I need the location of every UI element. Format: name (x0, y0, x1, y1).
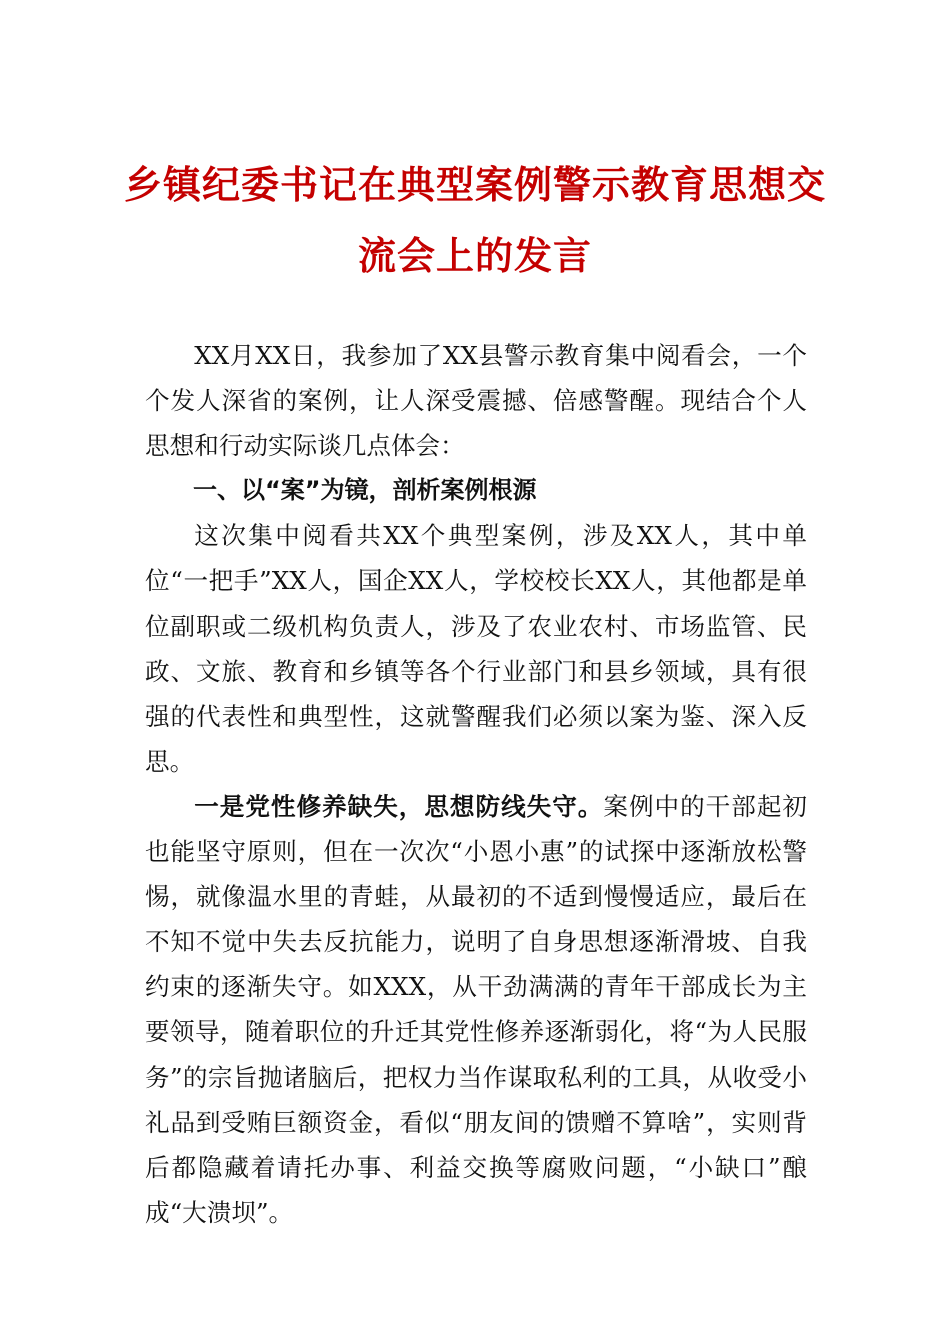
section-1-heading: 一、以“案”为镜，剖析案例根源 (193, 476, 537, 505)
section-1-paragraph-2-body: 案例中的干部起初也能坚守原则，但在一次次“小恩小惠”的试探中逐渐放松警惕，就像温水里的青蛙，从最初的不适到慢慢适应，最后在不知不觉中失去反抗能力，说明了自身思想逐渐滑坡、自我约束的逐渐失守。如XXX，从干劲满满的青年干部成长为主要领导，随着职位的升迁其党性修养逐渐弱化，将“为人民服务”的宗旨抛诸脑后，把权力当作谋取私利的工具，从收受小礼品到受贿巨额资金，看似“朋友间的馈赠不算啥”，实则背后都隐藏着请托办事、利益交换等腐败问题，“小缺口”酿成“大溃坝”。 (145, 791, 807, 1227)
section-1-paragraph-1: 这次集中阅看共XX个典型案例，涉及XX人，其中单位“一把手”XX人，国企XX人，学校校长XX人，其他都是单位副职或二级机构负责人，涉及了农业农村、市场监管、民政、文旅、教育和乡镇等各个行业部门和县乡领域，具有很强的代表性和典型性，这就警醒我们必须以案为鉴、深入反思。 (145, 521, 807, 776)
document-title-line-1: 乡镇纪委书记在典型案例警示教育思想交 (123, 162, 826, 207)
section-1-paragraph-2 (145, 784, 807, 1235)
document-title-line-2: 流会上的发言 (357, 233, 592, 278)
section-1-paragraph-2-lead: 一是党性修养缺失，思想防线失守。 (194, 791, 604, 821)
intro-paragraph: XX月XX日，我参加了XX县警示教育集中阅看会，一个个发人深省的案例，让人深受震撼、倍感警醒。现结合个人思想和行动实际谈几点体会： (145, 341, 807, 461)
document-body (145, 333, 807, 1235)
